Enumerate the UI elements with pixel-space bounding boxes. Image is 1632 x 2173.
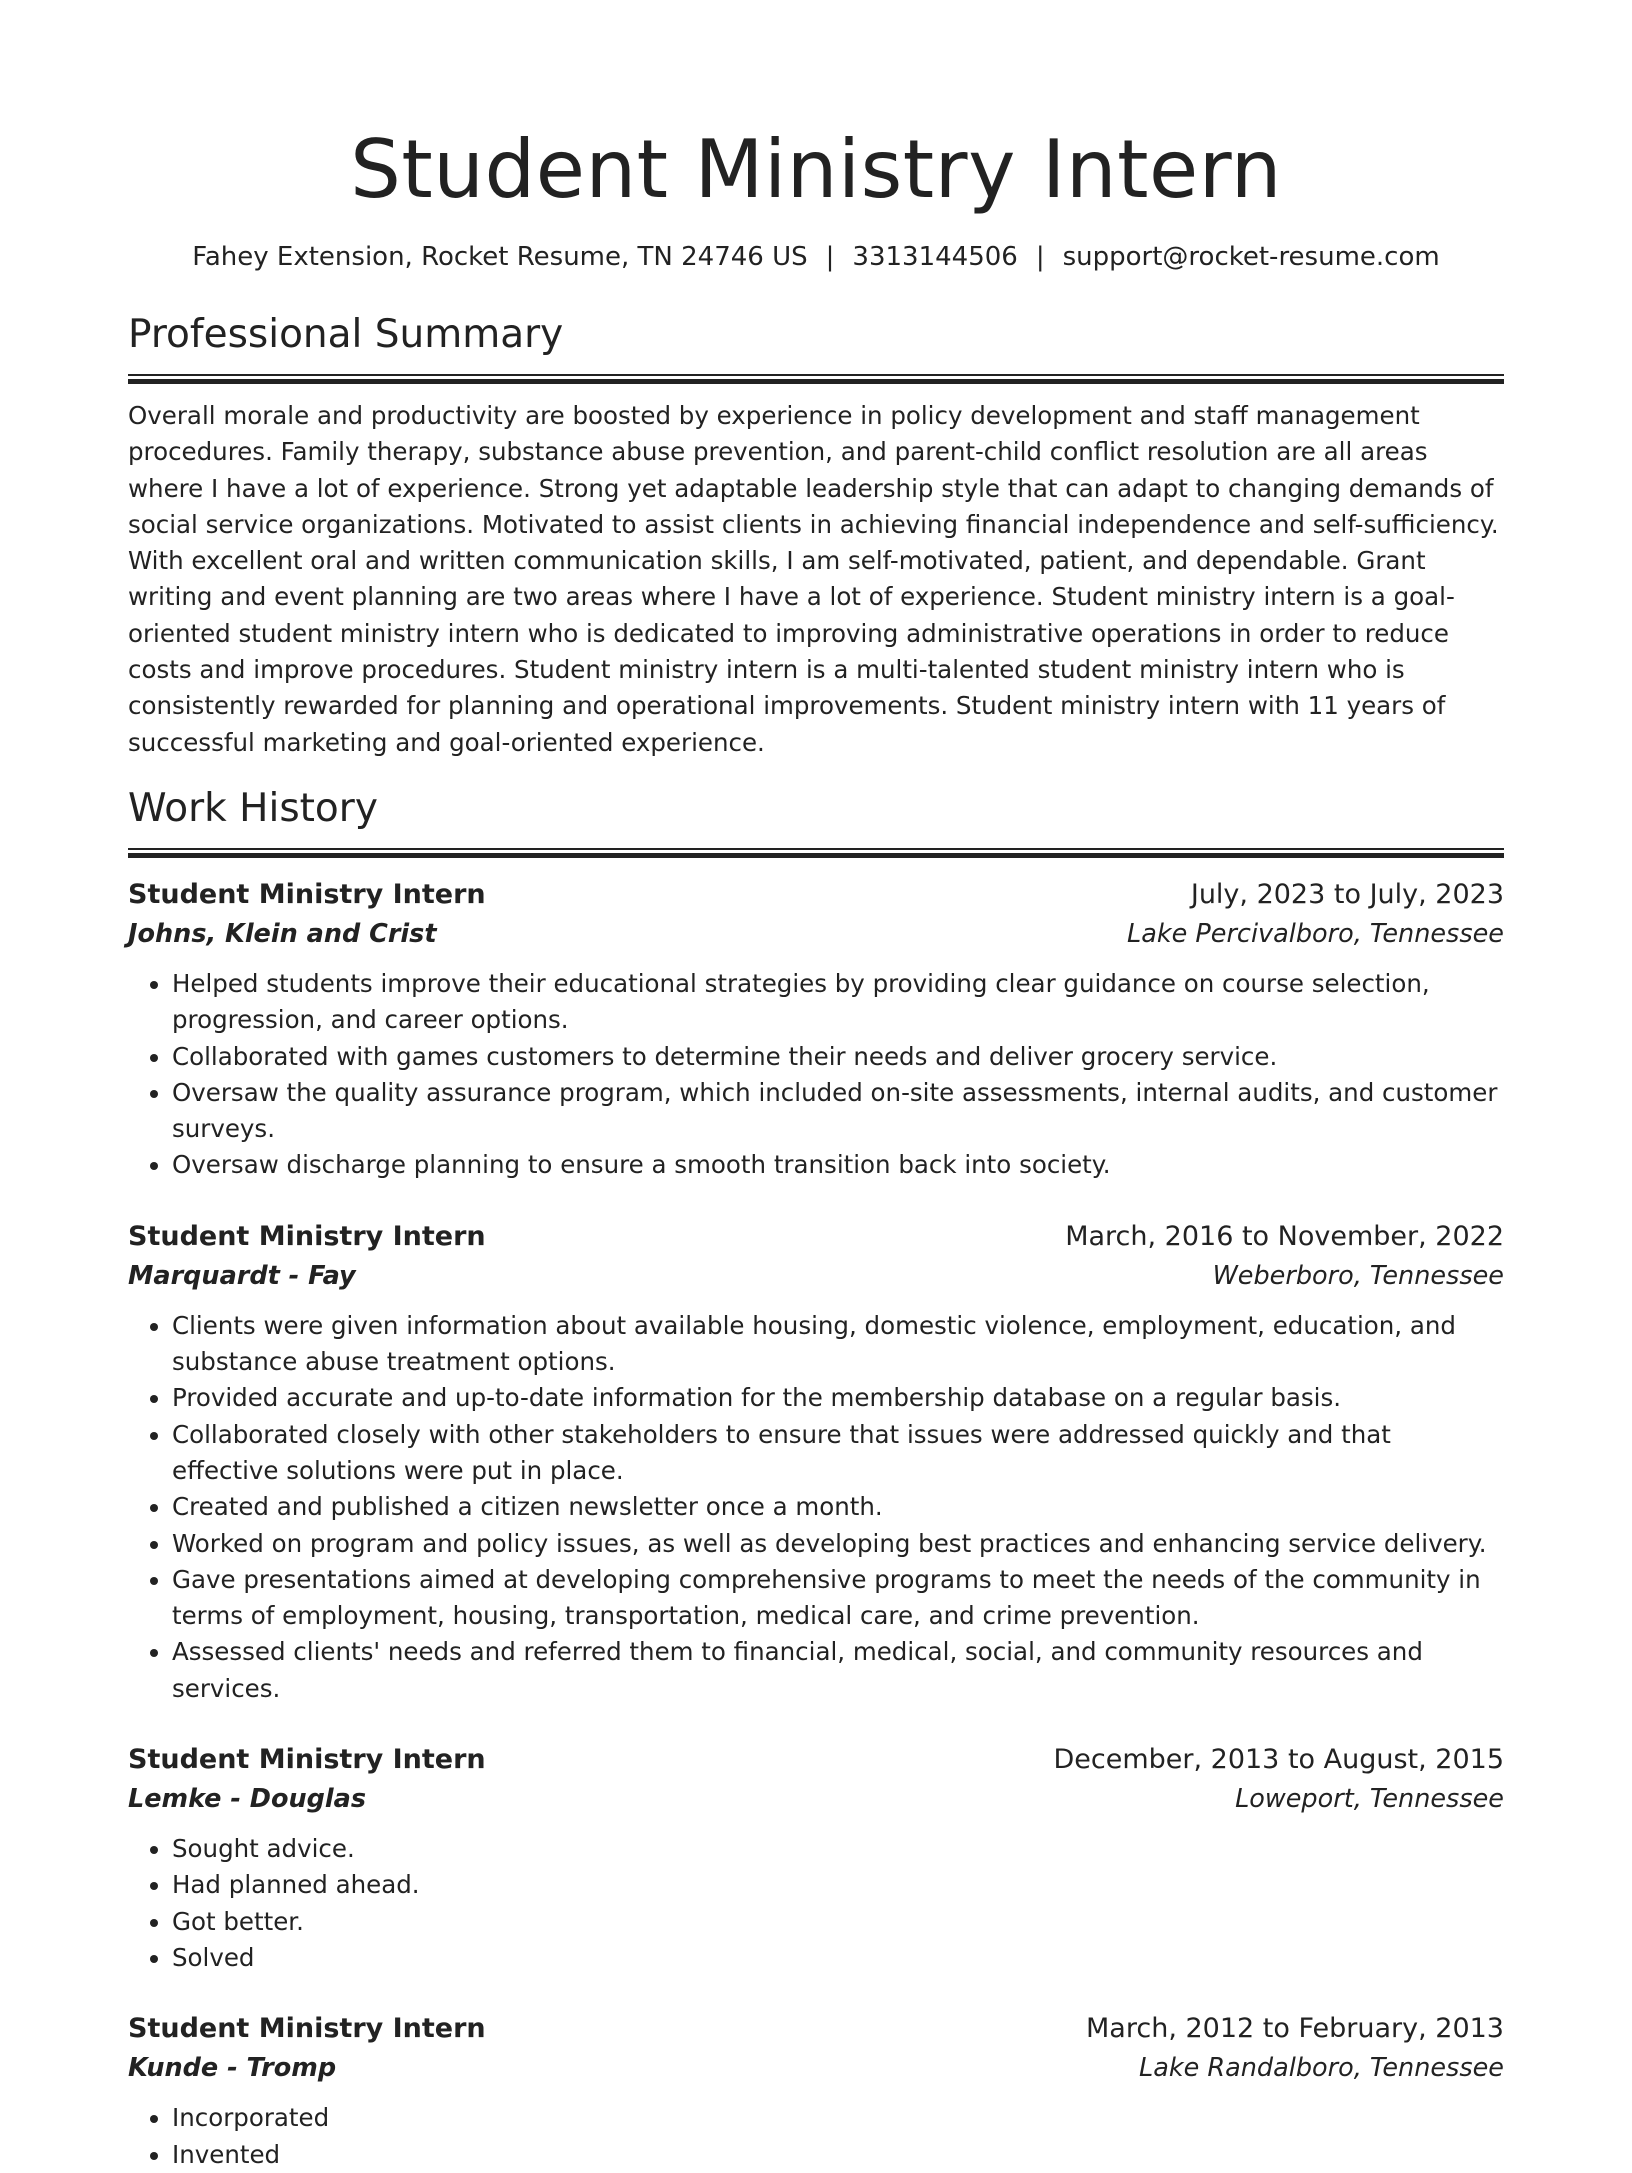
job-company: Kunde - Tromp [128, 2053, 337, 2084]
job-bullet: • Collaborated with games customers to determine their needs and deliver grocery service. [172, 1039, 1504, 1075]
contact-email: support@rocket-resume.com [1062, 242, 1440, 272]
job-title: Student Ministry Intern [128, 878, 486, 910]
contact-line [128, 240, 1504, 274]
job-entry [128, 2010, 1504, 2173]
contact-separator: | [825, 242, 835, 272]
job-bullets [128, 1308, 1504, 1707]
job-bullet: • Invented [172, 2137, 1504, 2173]
job-bullet: • Created and published a citizen newsletter once a month. [172, 1489, 1504, 1525]
job-bullet: • Incorporated [172, 2100, 1504, 2136]
job-bullet: • Worked on program and policy issues, as well as developing best practices and enhancing service delivery. [172, 1526, 1504, 1562]
job-bullet: • Got better. [172, 1904, 1504, 1940]
job-location: Lake Randalboro, Tennessee [1139, 2053, 1504, 2084]
job-dates: March, 2012 to February, 2013 [1086, 2013, 1504, 2045]
job-entry [128, 876, 1504, 1184]
job-bullet: • Assessed clients' needs and referred them to financial, medical, social, and community resources and services. [172, 1634, 1504, 1707]
resume-title: Student Ministry Intern [350, 123, 1282, 216]
job-dates: July, 2023 to July, 2023 [1190, 878, 1504, 910]
work-history-section [128, 784, 1504, 2173]
job-dates: December, 2013 to August, 2015 [1053, 1744, 1504, 1776]
job-company: Marquardt - Fay [128, 1260, 356, 1291]
job-entry [128, 1218, 1504, 1707]
job-title: Student Ministry Intern [128, 1744, 486, 1776]
job-company: Lemke - Douglas [128, 1784, 367, 1815]
job-bullet: • Helped students improve their educational strategies by providing clear guidance on course selection, progression, and career options. [172, 966, 1504, 1039]
job-bullets [128, 1831, 1504, 1976]
job-title: Student Ministry Intern [128, 2013, 486, 2045]
job-bullets [128, 966, 1504, 1184]
job-bullet: • Oversaw the quality assurance program, which included on-site assessments, internal audits, and customer surveys. [172, 1075, 1504, 1148]
contact-phone: 3313144506 [852, 242, 1018, 272]
section-heading: Work History [128, 785, 378, 831]
job-bullet: • Sought advice. [172, 1831, 1504, 1867]
contact-separator: | [1035, 242, 1045, 272]
job-company: Johns, Klein and Crist [128, 918, 437, 949]
section-divider [128, 374, 1504, 384]
job-location: Loweport, Tennessee [1235, 1784, 1504, 1815]
job-bullet: • Clients were given information about available housing, domestic violence, employment, education, and substance abuse treatment options. [172, 1308, 1504, 1381]
contact-address: Fahey Extension, Rocket Resume, TN 24746 US [192, 242, 808, 272]
job-bullet: • Collaborated closely with other stakeholders to ensure that issues were addressed quickly and that effective solutions were put in place. [172, 1417, 1504, 1490]
job-bullet: • Provided accurate and up-to-date information for the membership database on a regular basis. [172, 1380, 1504, 1416]
job-bullets [128, 2100, 1504, 2173]
job-dates: March, 2016 to November, 2022 [1065, 1220, 1504, 1252]
job-bullet: • Gave presentations aimed at developing comprehensive programs to meet the needs of the community in terms of employment, housing, transportation, medical care, and crime prevention. [172, 1562, 1504, 1635]
job-location: Lake Percivalboro, Tennessee [1126, 918, 1504, 949]
job-bullet: • Oversaw discharge planning to ensure a smooth transition back into society. [172, 1147, 1504, 1183]
professional-summary-section [128, 310, 1504, 761]
job-bullet: • Had planned ahead. [172, 1867, 1504, 1903]
job-location: Weberboro, Tennessee [1212, 1260, 1504, 1291]
job-entry [128, 1741, 1504, 1976]
summary-text: Overall morale and productivity are boosted by experience in policy development and staff management procedures. Family therapy, substance abuse prevention, and parent-child conflict resolution are all areas where I have a lot of experience. Strong yet adaptable leadership style that can adapt to changing demands of social service organizations. Motivated to assist clients in achieving financial independence and self-sufficiency. With excellent oral and written communication skills, I am self-motivated, patient, and dependable. Grant writing and event planning are two areas where I have a lot of experience. Student ministry intern is a goal-oriented student ministry intern who is dedicated to improving administrative operations in order to reduce costs and improve procedures. Student ministry intern is a multi-talented student ministry intern who is consistently rewarded for planning and operational improvements. Student ministry intern with 11 years of successful marketing and goal-oriented experience. [128, 401, 1499, 757]
section-heading: Professional Summary [128, 312, 564, 357]
job-bullet: • Solved [172, 1940, 1504, 1976]
section-divider [128, 848, 1504, 858]
job-title: Student Ministry Intern [128, 1220, 486, 1252]
